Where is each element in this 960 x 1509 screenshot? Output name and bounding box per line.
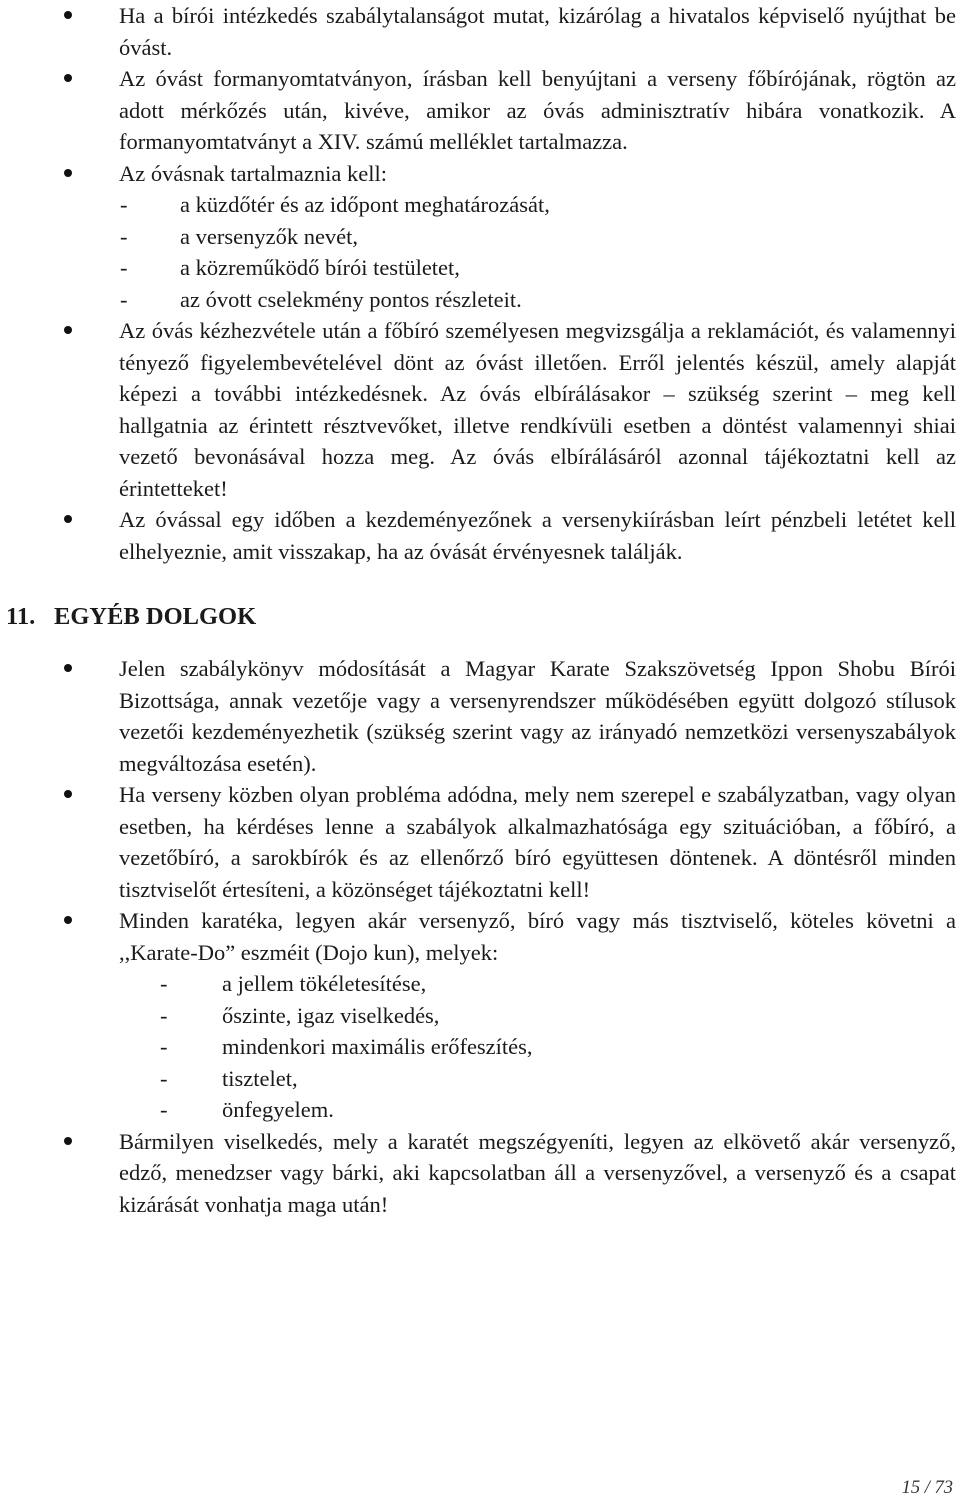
bullet-dot: [64, 515, 72, 523]
page-separator: /: [924, 1478, 930, 1498]
list-item-text: a versenyzők nevét,: [180, 223, 359, 249]
section-title: EGYÉB DOLGOK: [54, 603, 257, 630]
dash-marker: -: [160, 1097, 168, 1122]
list-item-text: a küzdőtér és az időpont meghatározását,: [180, 192, 550, 217]
bullet-dot: [64, 1137, 72, 1145]
list-item: [160, 1031, 960, 1063]
list-item: [120, 189, 960, 221]
bullet-dot: [64, 664, 72, 672]
dash-marker: -: [120, 192, 128, 217]
list-item: [120, 252, 960, 284]
list-item-text: mindenkori maximális erőfeszítés,: [222, 1034, 533, 1059]
list-item-text: a közreműködő bírói testületet,: [180, 255, 460, 280]
dash-marker: -: [160, 1002, 168, 1028]
bullet-dot: [64, 790, 72, 798]
bullet-item: [0, 653, 960, 779]
bullet-dot: [64, 11, 72, 19]
list-item-text: tisztelet,: [222, 1065, 298, 1091]
dash-marker: -: [120, 286, 128, 312]
bullet-item: [0, 1126, 960, 1221]
list-item: [160, 968, 960, 1000]
list-item: [160, 1000, 960, 1032]
dash-marker: -: [160, 971, 168, 996]
bullet-text: Az óvással egy időben a kezdeményezőnek a versenykiírásban leírt pénzbeli letétet kell elhelyeznie, amit visszakap, ha az óvását érvényesnek találják.: [119, 507, 956, 564]
list-item-text: őszinte, igaz viselkedés,: [222, 1002, 440, 1028]
bullet-text: Az óvást formanyomtatványon, írásban kell benyújtani a verseny főbírójának, rögtön az adott mérkőzés után, kivéve, amikor az óvás adminisztratív hibára vonatkozik. A formanyomtatványt a XIV. számú melléklet tartalmazza.: [119, 66, 956, 154]
bullet-item: [0, 779, 960, 905]
bullet-dot: [64, 74, 72, 82]
bullet-dot: [64, 326, 72, 334]
list-item: [120, 284, 960, 316]
section-heading: [6, 601, 960, 633]
dash-marker: -: [120, 255, 128, 280]
list-item-text: önfegyelem.: [222, 1097, 334, 1122]
page-total: 73: [934, 1478, 953, 1498]
bullet-text: Bármilyen viselkedés, mely a karatét megszégyeníti, legyen az elkövető akár versenyző, edző, menedzser vagy bárki, aki kapcsolatban áll a versenyzővel, a versenyző és a csapat kizárását vonhatja maga után!: [119, 1128, 956, 1217]
page-current: 15: [901, 1478, 921, 1498]
bullet-item: [0, 63, 960, 158]
bullet-text: Jelen szabálykönyv módosítását a Magyar Karate Szakszövetség Ippon Shobu Bírói Bizottsága, annak vezetője vagy a versenyrendszer működésében együtt dolgozó stílusok vezetői kezdeményezhetik (szükség szerint vagy az irányadó nemzetközi versenyszabályok megváltozása esetén).: [119, 656, 956, 776]
bullet-dot: [64, 169, 72, 177]
list-item: [160, 1094, 960, 1126]
section-number: 11.: [6, 603, 36, 630]
bullet-text: Az óvásnak tartalmaznia kell:: [119, 160, 388, 186]
list-item-text: az óvott cselekmény pontos részleteit.: [180, 286, 522, 312]
bullet-text: Ha verseny közben olyan probléma adódna, mely nem szerepel e szabályzatban, vagy olyan esetben, ha kérdéses lenne a szabályok alkalmazhatósága egy szituációban, a főbíró, a vezetőbíró, a sarokbírók és az ellenőrző bíró együttesen döntenek. A döntésről minden tisztviselőt értesíteni, a közönséget tájékoztatni kell!: [119, 782, 956, 902]
dojo-kun-list: [160, 968, 960, 1126]
bullet-text: Az óvás kézhezvétele után a főbíró személyesen megvizsgálja a reklamációt, és valamennyi tényező figyelembevételével dönt az óvást illetően. Erről jelentés készül, amely alapját képezi a további intézkedésnek. Az óvás elbírálásakor – szükség szerint – meg kell hallgatnia az érintett résztvevőket, illetve rendkívüli esetben a döntést valamennyi shiai vezető bevonásával hozza meg. Az óvás elbírálásáról azonnal tájékoztatni kell az érintetteket!: [119, 318, 956, 501]
dash-marker: -: [120, 223, 128, 249]
list-item: [120, 221, 960, 253]
page-number: [902, 1478, 953, 1499]
list-item: [160, 1063, 960, 1095]
dash-marker: -: [160, 1065, 168, 1091]
bullet-text: Minden karatéka, legyen akár versenyző, bíró vagy más tisztviselő, köteles követni a ,,Karate-Do” eszméit (Dojo kun), melyek:: [119, 908, 956, 965]
bullet-item: [0, 504, 960, 567]
bullet-item: [0, 0, 960, 63]
bullet-item: [0, 158, 960, 190]
bullet-item: [0, 905, 960, 968]
dash-marker: -: [160, 1034, 168, 1059]
bullet-item: [0, 315, 960, 504]
list-item-text: a jellem tökéletesítése,: [222, 971, 427, 996]
bullet-dot: [64, 916, 72, 924]
bullet-text: Ha a bírói intézkedés szabálytalanságot mutat, kizárólag a hivatalos képviselő nyújthat be óvást.: [119, 3, 956, 60]
protest-contents-list: [120, 189, 960, 315]
